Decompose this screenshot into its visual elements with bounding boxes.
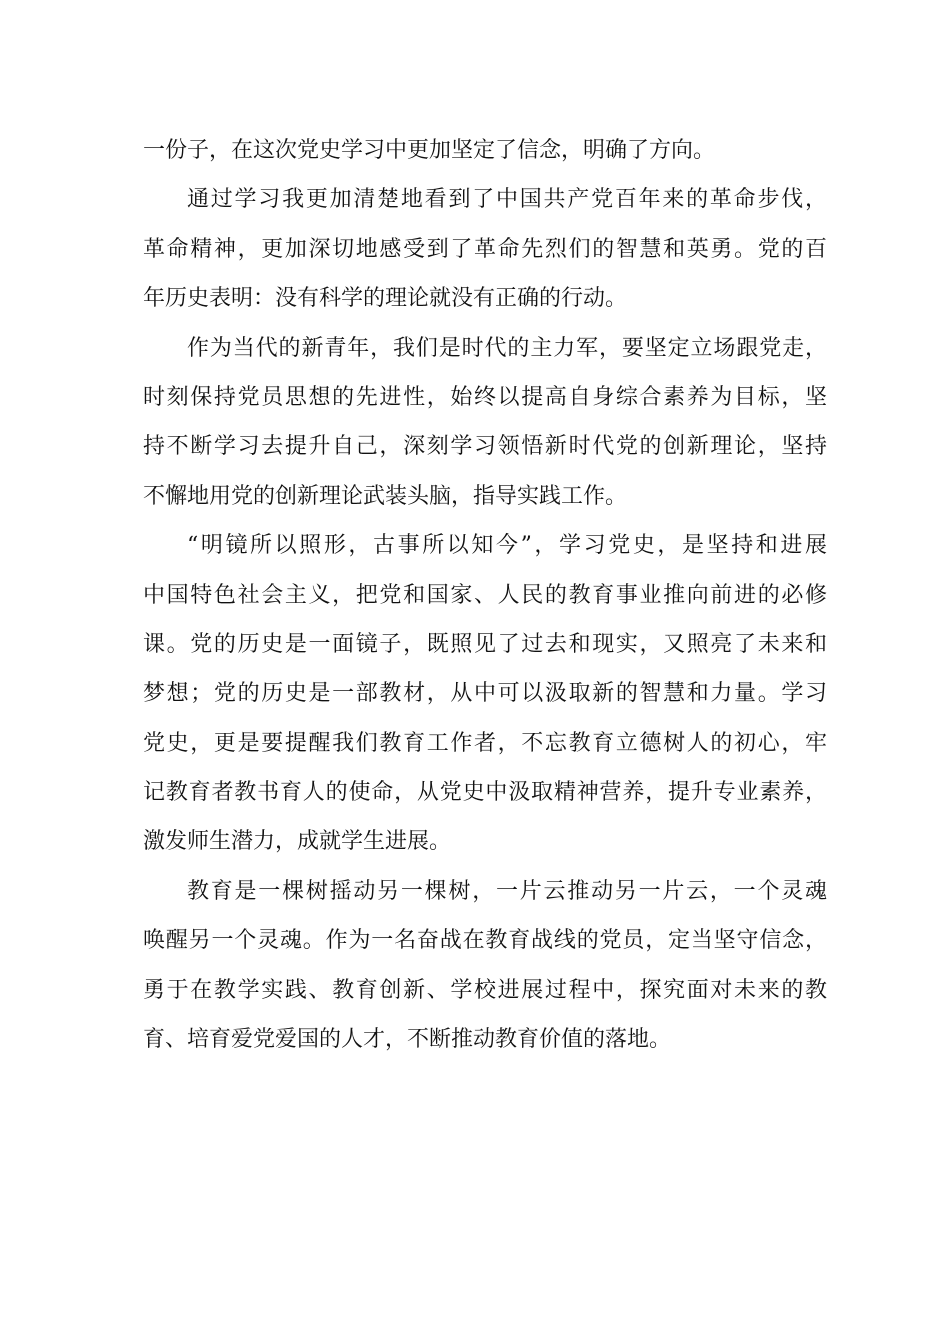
text-line: 勇于在教学实践、教育创新、学校进展过程中，探究面对未来的教: [143, 977, 827, 1003]
text-line: 一份子，在这次党史学习中更加坚定了信念，明确了方向。: [143, 138, 716, 163]
paragraph-5: [143, 867, 827, 1065]
text-line: 不懈地用党的创新理论武装头脑，指导实践工作。: [143, 483, 628, 509]
text-line: 通过学习我更加清楚地看到了中国共产党百年来的革命步伐，: [187, 187, 827, 213]
text-line: 唤醒另一个灵魂。作为一名奋战在教育战线的党员，定当坚守信念，: [143, 928, 827, 954]
paragraph-2: [143, 175, 827, 323]
paragraph-3: [143, 324, 827, 522]
text-line: 中国特色社会主义，把党和国家、人民的教育事业推向前进的必修: [143, 582, 827, 608]
text-line: 党史，更是要提醒我们教育工作者，不忘教育立德树人的初心，牢: [143, 730, 827, 756]
text-line: 年历史表明：没有科学的理论就没有正确的行动。: [143, 286, 628, 312]
text-line: 作为当代的新青年，我们是时代的主力军，要坚定立场跟党走，: [187, 335, 827, 361]
text-line: 梦想；党的历史是一部教材，从中可以汲取新的智慧和力量。学习: [143, 681, 827, 707]
text-line: 教育是一棵树摇动另一棵树，一片云推动另一片云，一个灵魂: [187, 878, 827, 904]
text-line: 革命精神，更加深切地感受到了革命先烈们的智慧和英勇。党的百: [143, 236, 827, 262]
text-line: 激发师生潜力，成就学生进展。: [143, 829, 452, 855]
paragraph-4: [143, 521, 827, 867]
text-line: 持不断学习去提升自己，深刻学习领悟新时代党的创新理论，坚持: [143, 434, 827, 460]
text-line: “明镜所以照形，古事所以知今”，学习党史，是坚持和进展: [187, 533, 827, 559]
text-line: 课。党的历史是一面镜子，既照见了过去和现实，又照亮了未来和: [143, 631, 827, 657]
paragraph-1: [143, 126, 827, 175]
text-line: 记教育者教书育人的使命，从党史中汲取精神营养，提升专业素养，: [143, 780, 827, 806]
text-line: 育、培育爱党爱国的人才，不断推动教育价值的落地。: [143, 1027, 672, 1053]
document-body: [143, 126, 827, 1064]
text-line: 时刻保持党员思想的先进性，始终以提高自身综合素养为目标，坚: [143, 384, 827, 410]
